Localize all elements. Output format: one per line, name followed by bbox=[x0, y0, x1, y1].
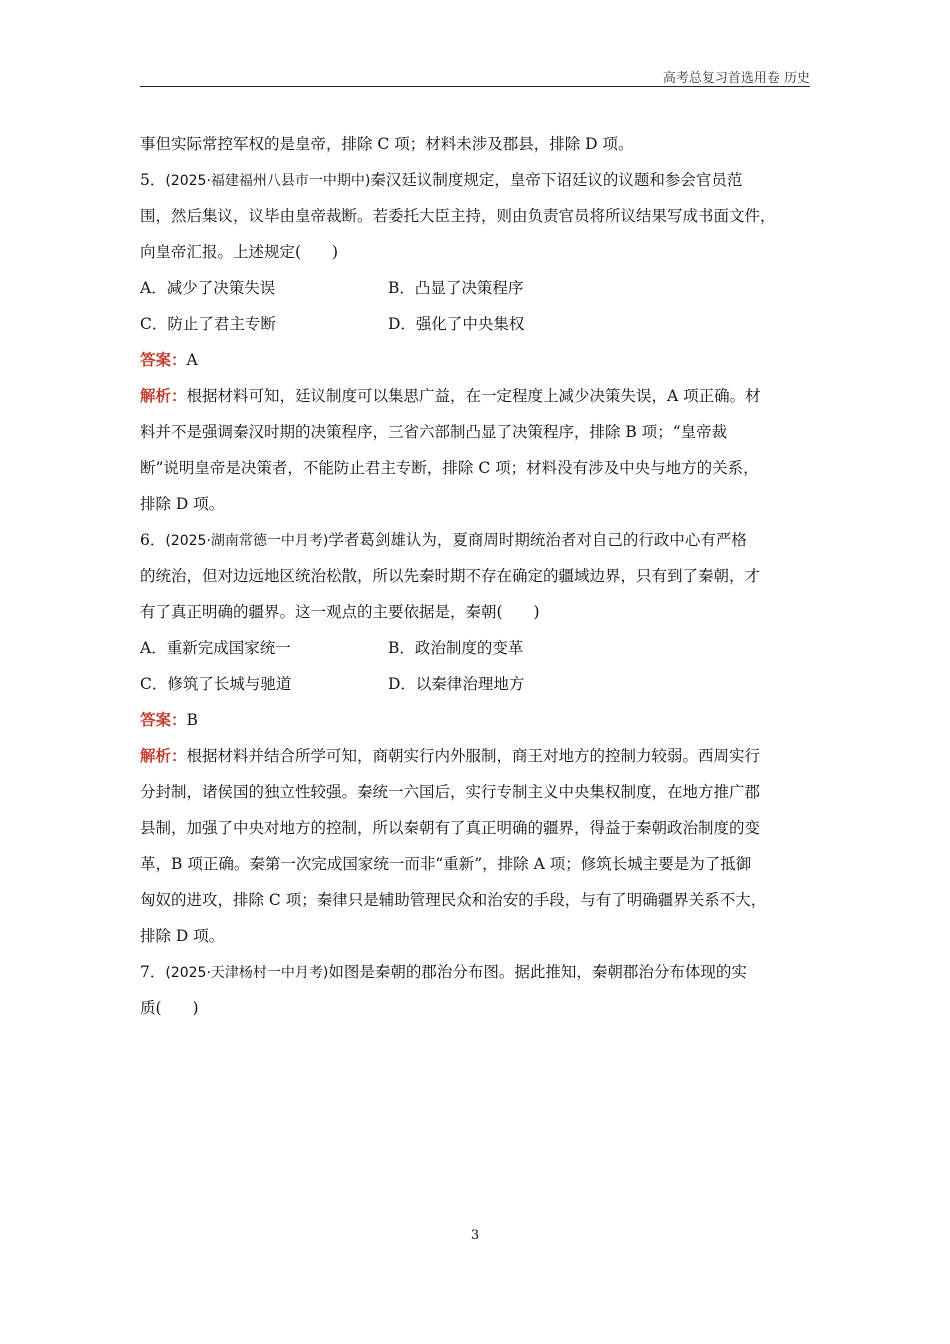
analysis-label: 解析： bbox=[140, 746, 187, 765]
q5-stem-line: 向皇帝汇报。上述规定( ) bbox=[140, 243, 339, 261]
q6-options-row bbox=[140, 666, 815, 702]
q5-answer-value: A bbox=[186, 351, 198, 369]
question-7 bbox=[140, 954, 815, 1026]
q6-options-row bbox=[140, 630, 815, 666]
q6-stem-line: 有了真正明确的疆界。这一观点的主要依据是，秦朝( ) bbox=[140, 603, 540, 621]
answer-label: 答案： bbox=[140, 710, 187, 729]
q5-option-a: A．减少了决策失误 bbox=[140, 279, 276, 297]
q6-option-a: A．重新完成国家统一 bbox=[140, 639, 291, 657]
q6-analysis-line: 革，B 项正确。秦第一次完成国家统一而非“重新”，排除 A 项；修筑长城主要是为了抵御 bbox=[140, 855, 752, 873]
q6-option-b: B．政治制度的变革 bbox=[388, 639, 524, 657]
q5-analysis-line: 料并不是强调秦汉时期的决策程序，三省六部制凸显了决策程序，排除 B 项；“皇帝裁 bbox=[140, 423, 728, 441]
page-content bbox=[140, 126, 815, 1026]
q5-option-d: D．强化了中央集权 bbox=[388, 315, 525, 333]
q6-number: 6． bbox=[140, 531, 166, 549]
header-title: 高考总复习首选用卷 历史 bbox=[662, 71, 810, 86]
question-6 bbox=[140, 522, 815, 954]
q6-analysis-line: 排除 D 项。 bbox=[140, 927, 225, 945]
q6-answer-value: B bbox=[186, 711, 198, 729]
q7-source: (2025·天津杨村一中月考) bbox=[165, 965, 329, 981]
q5-option-b: B．凸显了决策程序 bbox=[388, 279, 524, 297]
question-5 bbox=[140, 162, 815, 522]
q7-stem-line: 质( ) bbox=[140, 999, 199, 1017]
q5-option-c: C．防止了君主专断 bbox=[140, 315, 276, 333]
q5-source: (2025·福建福州八县市一中期中) bbox=[165, 173, 371, 189]
q5-analysis-line bbox=[140, 378, 815, 414]
q5-options-row bbox=[140, 270, 815, 306]
q5-analysis-line: 排除 D 项。 bbox=[140, 495, 225, 513]
q5-stem-line bbox=[140, 162, 815, 198]
q6-stem-text: 学者葛剑雄认为，夏商周时期统治者对自己的行政中心有严格 bbox=[328, 531, 747, 549]
q5-analysis-text: 根据材料可知，廷议制度可以集思广益，在一定程度上减少决策失误，A 项正确。材 bbox=[186, 387, 761, 405]
q7-stem-line bbox=[140, 954, 815, 990]
q5-analysis-line: 断”说明皇帝是决策者，不能防止君主专断，排除 C 项；材料没有涉及中央与地方的关系， bbox=[140, 459, 759, 477]
q5-answer bbox=[140, 342, 815, 378]
q6-source: (2025·湖南常德一中月考) bbox=[165, 533, 329, 549]
q6-analysis-line: 匈奴的进攻，排除 C 项；秦律只是辅助管理民众和治安的手段，与有了明确疆界关系不大， bbox=[140, 891, 767, 909]
q6-analysis-text: 根据材料并结合所学可知，商朝实行内外服制，商王对地方的控制力较弱。西周实行 bbox=[186, 747, 761, 765]
q6-analysis-line: 分封制，诸侯国的独立性较强。秦统一六国后，实行专制主义中央集权制度，在地方推广郡 bbox=[140, 783, 761, 801]
q6-option-c: C．修筑了长城与驰道 bbox=[140, 675, 292, 693]
q6-analysis-line bbox=[140, 738, 815, 774]
prev-answer-tail: 事但实际常控军权的是皇帝，排除 C 项；材料未涉及郡县，排除 D 项。 bbox=[140, 135, 634, 153]
q7-stem-text: 如图是秦朝的郡治分布图。据此推知，秦朝郡治分布体现的实 bbox=[328, 963, 747, 981]
q5-stem-text: 秦汉廷议制度规定，皇帝下诏廷议的议题和参会官员范 bbox=[370, 171, 743, 189]
q5-options-row bbox=[140, 306, 815, 342]
q7-number: 7． bbox=[140, 963, 166, 981]
q6-stem-line: 的统治，但对边远地区统治松散，所以先秦时期不存在确定的疆域边界，只有到了秦朝，才 bbox=[140, 567, 761, 585]
analysis-label: 解析： bbox=[140, 386, 187, 405]
answer-label: 答案： bbox=[140, 350, 187, 369]
q6-stem-line bbox=[140, 522, 815, 558]
q5-stem-line: 围，然后集议，议毕由皇帝裁断。若委托大臣主持，则由负责官员将所议结果写成书面文件， bbox=[140, 207, 776, 225]
q5-number: 5． bbox=[140, 171, 166, 189]
page-number: 3 bbox=[470, 1228, 480, 1243]
page-header bbox=[140, 66, 810, 87]
q6-option-d: D．以秦律治理地方 bbox=[388, 675, 525, 693]
q6-analysis-line: 县制，加强了中央对地方的控制，所以秦朝有了真正明确的疆界，得益于秦朝政治制度的变 bbox=[140, 819, 761, 837]
q6-answer bbox=[140, 702, 815, 738]
